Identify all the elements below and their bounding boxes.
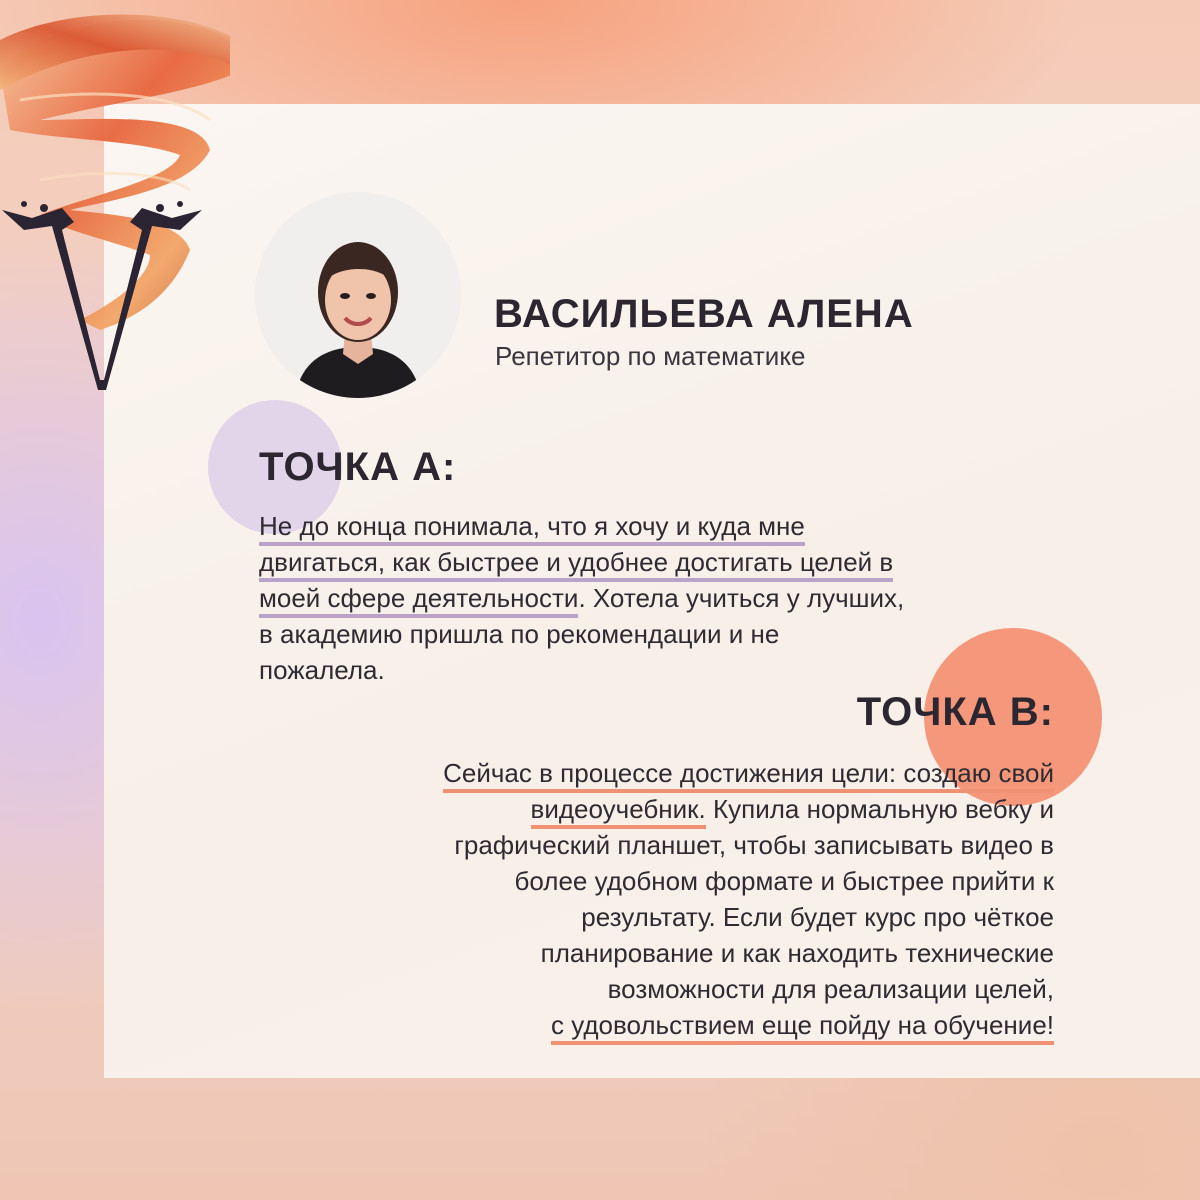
highlighted-phrase: моей сфере деятельности	[259, 583, 578, 618]
highlighted-phrase: двигаться, как быстрее и удобнее достигать целей в	[259, 547, 893, 582]
person-role: Репетитор по математике	[495, 341, 806, 371]
avatar	[255, 192, 461, 398]
person-name: ВАСИЛЬЕВА АЛЕНА	[494, 292, 914, 336]
portrait-photo	[255, 192, 461, 398]
point-a-heading: ТОЧКА А:	[259, 445, 457, 489]
highlighted-phrase: с удовольствием еще пойду на обучение!	[551, 1010, 1054, 1045]
text-fragment: . Хотела учиться у лучших,	[578, 583, 905, 613]
highlighted-phrase: Не до конца понимала, что я хочу и куда мне	[259, 511, 805, 546]
text-fragment: Купила нормальную вебку и	[705, 794, 1054, 824]
text-line: графический планшет, чтобы записывать видео в	[454, 830, 1054, 860]
text-line: пожалела.	[259, 655, 385, 685]
point-b-text	[294, 755, 1054, 1043]
highlighted-phrase: видеоучебник.	[531, 794, 706, 829]
text-line: возможности для реализации целей,	[607, 974, 1054, 1004]
v-crown-logo-icon	[2, 200, 202, 390]
text-line: результату. Если будет курс про чёткое	[581, 902, 1054, 932]
point-a-text	[259, 508, 1019, 688]
text-line: более удобном формате и быстрее прийти к	[514, 866, 1054, 896]
point-b-heading: ТОЧКА В:	[856, 690, 1054, 734]
highlighted-phrase: Сейчас в процессе достижения цели: создаю свой	[443, 758, 1054, 793]
text-line: в академию пришла по рекомендации и не	[259, 619, 780, 649]
text-line: планирование и как находить технические	[540, 938, 1054, 968]
